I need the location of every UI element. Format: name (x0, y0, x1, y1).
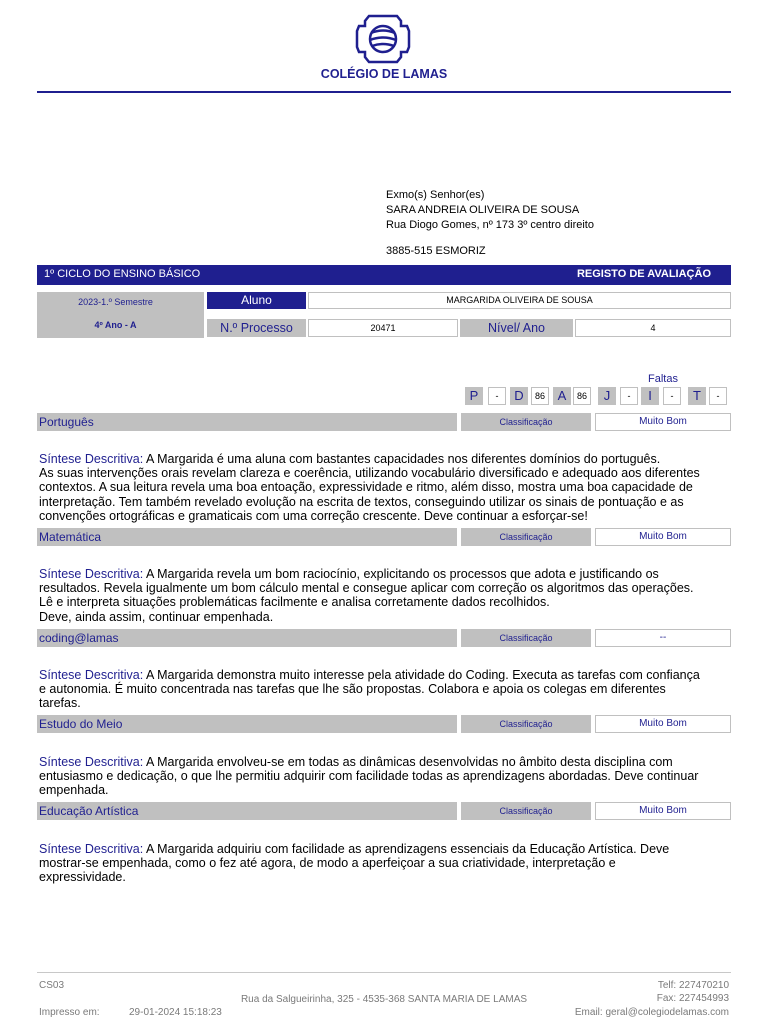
faltas-value-j: - (620, 387, 638, 405)
report-header-bar (37, 265, 731, 285)
subject-name: coding@lamas (37, 629, 457, 647)
subject-synthesis: Síntese Descritiva: A Margarida demonstra muito interesse pela atividade do Coding. Executa as tarefas com confiança e autonomia. É muito concentrada nas tarefas que lhe são propostas. Colabora e apoia os colegas em diferentes tarefas. (39, 668, 700, 711)
subject-grade: Muito Bom (595, 715, 731, 733)
faltas-letter-j: J (598, 387, 616, 405)
recipient-street: Rua Diogo Gomes, nº 173 3º centro direito (386, 219, 594, 231)
classification-label: Classificação (461, 528, 591, 546)
semester: 2023-1.º Semestre (78, 297, 153, 307)
faltas-letter-p: P (465, 387, 483, 405)
subject-name: Educação Artística (37, 802, 457, 820)
recipient-postal: 3885-515 ESMORIZ (386, 245, 486, 257)
subject-synthesis: Síntese Descritiva: A Margarida revela um bom raciocínio, explicitando os processos que adota e justificando os resultados. Revela igualmente um bom cálculo mental e consegue aplicar com correção os algoritmos das operações. Lê e interpreta situações problemáticas facilmente e analisa corretamente dados recolhidos. Deve, ainda assim, continuar empenhada. (39, 567, 694, 624)
subject-synthesis: Síntese Descritiva: A Margarida adquiriu com facilidade as aprendizagens essenciais da Educação Artística. Deve mostrar-se empenhada, como o fez até agora, de modo a aperfeiçoar a sua criatividade, interpretação e expressividade. (39, 842, 670, 885)
recipient-name: SARA ANDREIA OLIVEIRA DE SOUSA (386, 204, 580, 216)
school-name: COLÉGIO DE LAMAS (320, 67, 448, 81)
period-box (37, 292, 204, 338)
header-divider (37, 91, 731, 93)
synthesis-label: Síntese Descritiva: (39, 842, 144, 856)
school-logo-icon (355, 13, 411, 65)
faltas-value-d: 86 (531, 387, 549, 405)
aluno-value: MARGARIDA OLIVEIRA DE SOUSA (308, 292, 731, 309)
classification-label: Classificação (461, 802, 591, 820)
subject-name: Estudo do Meio (37, 715, 457, 733)
cycle-label: 1º CICLO DO ENSINO BÁSICO (44, 268, 201, 280)
footer-printed-label: Impresso em: (39, 1007, 100, 1018)
nivel-value: 4 (575, 319, 731, 337)
faltas-value-t: - (709, 387, 727, 405)
faltas-letter-t: T (688, 387, 706, 405)
synthesis-label: Síntese Descritiva: (39, 668, 144, 682)
faltas-value-p: - (488, 387, 506, 405)
subject-grade: Muito Bom (595, 413, 731, 431)
faltas-letter-a: A (553, 387, 571, 405)
report-title: REGISTO DE AVALIAÇÃO (576, 268, 711, 280)
subject-synthesis: Síntese Descritiva: A Margarida envolveu-se em todas as dinâmicas desenvolvidas no âmbito desta disciplina com entusiasmo e dedicação, o que lhe permitiu adquirir com facilidade todas as aprendizagens abordadas. Deve continuar empenhada. (39, 755, 699, 798)
classification-label: Classificação (461, 629, 591, 647)
classification-label: Classificação (461, 413, 591, 431)
faltas-title: Faltas (648, 373, 678, 385)
subject-name: Matemática (37, 528, 457, 546)
faltas-value-a: 86 (573, 387, 591, 405)
footer-tel: Telf: 227470210 (657, 980, 729, 991)
subject-grade: Muito Bom (595, 802, 731, 820)
subject-grade: Muito Bom (595, 528, 731, 546)
footer-email: Email: geral@colegiodelamas.com (574, 1007, 729, 1018)
synthesis-label: Síntese Descritiva: (39, 567, 144, 581)
footer-code: CS03 (39, 980, 65, 991)
footer-fax: Fax: 227454993 (656, 993, 729, 1004)
processo-label: N.º Processo (207, 319, 306, 337)
faltas-letter-d: D (510, 387, 528, 405)
subject-grade: -- (595, 629, 731, 647)
synthesis-label: Síntese Descritiva: (39, 755, 144, 769)
processo-value: 20471 (308, 319, 458, 337)
classification-label: Classificação (461, 715, 591, 733)
synthesis-label: Síntese Descritiva: (39, 452, 144, 466)
faltas-value-i: - (663, 387, 681, 405)
nivel-label: Nível/ Ano (460, 319, 573, 337)
footer-address: Rua da Salgueirinha, 325 - 4535-368 SANTA MARIA DE LAMAS (240, 994, 528, 1005)
recipient-salutation: Exmo(s) Senhor(es) (386, 189, 485, 201)
aluno-label: Aluno (207, 292, 306, 309)
subject-name: Português (37, 413, 457, 431)
subject-synthesis: Síntese Descritiva: A Margarida é uma aluna com bastantes capacidades nos diferentes domínios do português. As suas intervenções orais revelam clareza e coerência, utilizando vocabulário diversificado e adequado aos diferentes contextos. A sua leitura revela uma boa entoação, expressividade e ritmo, além disso, mostra uma boa capacidade de interpretação. Tem também revelado evolução na escrita de textos, conseguindo utilizar os sinais de pontuação e as convenções ortográficas e gramaticais com uma correção crescente. Deve continuar a esforçar-se! (39, 452, 700, 523)
faltas-letter-i: I (641, 387, 659, 405)
footer-divider (37, 972, 731, 973)
recipient-address (386, 188, 594, 233)
year-class: 4º Ano - A (94, 320, 137, 330)
footer-printed-date: 29-01-2024 15:18:23 (129, 1007, 222, 1018)
